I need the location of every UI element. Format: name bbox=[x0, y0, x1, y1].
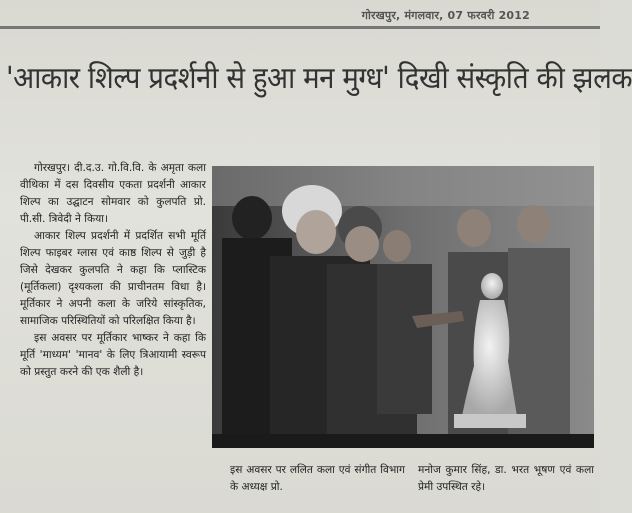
article-paragraph-1: गोरखपुर। दी.द.उ. गो.वि.वि. के अमृता कला वीथिका में दस दिवसीय एकता प्रदर्शनी आकार शिल्प का उद्घाटन सोमवार को कुलपति प्रो. पी.सी. त्रिवेदी ने किया। bbox=[20, 162, 206, 225]
article-body bbox=[20, 160, 206, 381]
article-paragraph-2: आकार शिल्प प्रदर्शनी में प्रदर्शित सभी मूर्ति शिल्प फाइबर ग्लास एवं काष्ठ शिल्प से जुड़ी है जिसे देखकर कुलपति ने कहा कि प्लास्टिक (मूर्तिकला) दृश्यकला की प्राचीनतम विधा है। मूर्तिकार ने अपनी कला के जरिये सांस्कृतिक, सामाजिक परिस्थितियों को परिलक्षित किया है। bbox=[20, 230, 206, 327]
header-rule bbox=[0, 26, 600, 29]
photo-caption-right: मनोज कुमार सिंह, डा. भरत भूषण एवं कला प्रेमी उपस्थित रहे। bbox=[418, 464, 594, 493]
dateline: गोरखपुर, मंगलवार, 07 फरवरी 2012 bbox=[361, 9, 530, 22]
article-paragraph-3: इस अवसर पर मूर्तिकार भाष्कर ने कहा कि मूर्ति 'माध्यम' 'मानव' के लिए त्रिआयामी स्वरूप को प्रस्तुत करने की एक शैली है। bbox=[20, 332, 206, 378]
headline: 'आकार शिल्प प्रदर्शनी से हुआ मन मुग्ध' दिखी संस्कृति की झलक bbox=[6, 61, 632, 96]
photo-caption-left: इस अवसर पर ललित कला एवं संगीत विभाग के अध्यक्ष प्रो. bbox=[230, 464, 405, 493]
news-photo bbox=[212, 166, 594, 448]
photo-illustration bbox=[212, 166, 594, 448]
